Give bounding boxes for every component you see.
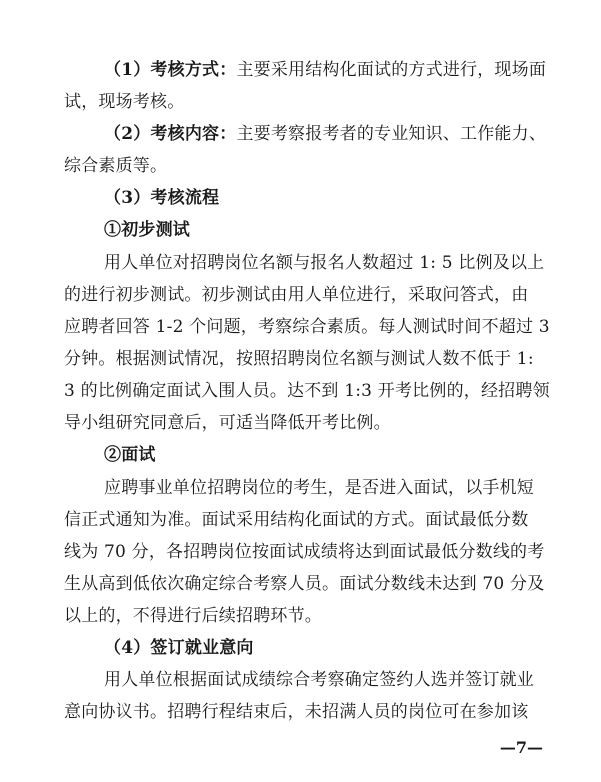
section1-line2: 试，现场考核。 [64,92,185,112]
paragraph-line: 3 的比例确定面试入围人员。达不到 1:3 开考比例的，经招聘领 [64,381,550,401]
paragraph-line: 分钟。根据测试情况，按照招聘岗位名额与测试人数不低于 1: [64,349,534,369]
paragraph-line: 应聘者回答 1-2 个问题，考察综合素质。每人测试时间不超过 3 [64,317,550,337]
section2-text: 主要考察报考者的专业知识、工作能力、 [236,124,547,144]
section2-label: （2）考核内容： [104,124,237,144]
paragraph-line: 用人单位对招聘岗位名额与报名人数超过 1: 5 比例及以上 [104,253,545,273]
page-number: —7— [499,738,543,757]
section3-sub2-heading: ②面试 [104,445,156,465]
section3-heading: （3）考核流程 [104,188,220,208]
paragraph-line: 信正式通知为准。面试采用结构化面试的方式。面试最低分数 [64,510,529,530]
section2-line1 [104,124,601,144]
section1-label: （1）考核方式： [104,60,237,80]
paragraph-line: 以上的，不得进行后续招聘环节。 [64,606,322,626]
paragraph-line: 导小组研究同意后，可适当降低开考比例。 [64,413,391,433]
paragraph-line: 生从高到低依次确定综合考察人员。面试分数线未达到 70 分及 [64,574,545,594]
section3-sub1-heading: ①初步测试 [104,220,190,240]
section1-line1 [104,60,601,80]
paragraph-line: 应聘事业单位招聘岗位的考生，是否进入面试，以手机短 [104,478,534,498]
paragraph-line: 用人单位根据面试成绩综合考察确定签约人选并签订就业 [104,670,534,690]
section2-line2: 综合素质等。 [64,156,168,176]
paragraph-line: 线为 70 分，各招聘岗位按面试成绩将达到面试最低分数线的考 [64,542,545,562]
paragraph-line: 的进行初步测试。初步测试由用人单位进行，采取问答式，由 [64,285,529,305]
section1-text: 主要采用结构化面试的方式进行，现场面 [236,60,547,80]
section4-heading: （4）签订就业意向 [104,638,254,658]
paragraph-line: 意向协议书。招聘行程结束后，未招满人员的岗位可在参加该 [64,702,529,722]
